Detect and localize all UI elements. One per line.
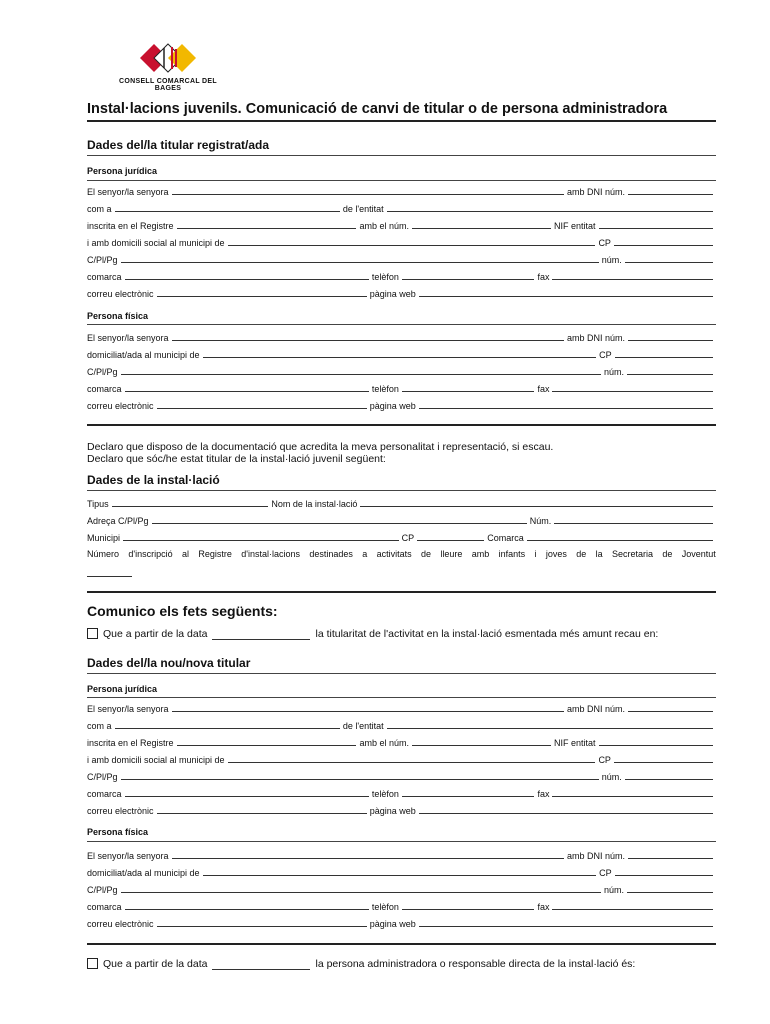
declaration — [87, 441, 716, 465]
field-label: telèfon — [371, 272, 399, 282]
municipality-field[interactable] — [228, 245, 596, 246]
street-number-field[interactable] — [627, 892, 713, 893]
name-field[interactable] — [172, 858, 564, 859]
declaration-line: Declaro que disposo de la documentació que acredita la meva personalitat i representació, si escau. — [87, 441, 554, 453]
word: Número — [87, 549, 120, 559]
registry-number-field[interactable] — [412, 228, 551, 229]
field-label: CP — [599, 868, 612, 878]
form-row — [87, 185, 716, 197]
field-label: CP — [599, 350, 612, 360]
word: infants — [498, 549, 526, 559]
form-row — [87, 787, 716, 799]
form-row — [87, 399, 716, 411]
field-label: Adreça C/Pl/Pg — [87, 516, 149, 526]
field-label: pàgina web — [369, 919, 416, 929]
field-label: de l'entitat — [342, 721, 384, 731]
subheading-legal-person: Persona jurídica — [87, 684, 158, 694]
field-label: CP — [401, 533, 415, 543]
option-label: Que a partir de la data — [103, 628, 208, 640]
subheading-legal-person: Persona jurídica — [87, 166, 158, 176]
municipality-field[interactable] — [123, 540, 399, 541]
field-label: amb DNI núm. — [566, 187, 625, 197]
form-row — [87, 883, 716, 895]
form-row — [87, 702, 716, 714]
field-label: C/Pl/Pg — [87, 367, 118, 377]
fax-field[interactable] — [552, 796, 713, 797]
email-field[interactable] — [157, 408, 367, 409]
field-label: correu electrònic — [87, 806, 154, 816]
field-label: domiciliat/ada al municipi de — [87, 350, 200, 360]
divider — [87, 591, 716, 593]
street-field[interactable] — [121, 892, 601, 893]
logo — [108, 42, 228, 92]
dni-field[interactable] — [628, 858, 713, 859]
field-label: com a — [87, 204, 112, 214]
word: amb — [471, 549, 490, 559]
field-label: fax — [537, 902, 550, 912]
entity-field[interactable] — [387, 211, 713, 212]
field-label: amb DNI núm. — [566, 851, 625, 861]
word: Joventut — [681, 549, 716, 559]
divider — [87, 180, 716, 181]
divider — [87, 673, 716, 674]
field-label: amb el núm. — [359, 221, 409, 231]
street-field[interactable] — [121, 262, 599, 263]
postal-code-field[interactable] — [614, 762, 713, 763]
option-label: la persona administradora o responsable directa de la instal·lació és: — [315, 958, 636, 970]
field-label: pàgina web — [369, 806, 416, 816]
word: lleure — [440, 549, 463, 559]
word: d'inscripció — [128, 549, 173, 559]
form-row — [87, 849, 716, 861]
form-row — [87, 219, 716, 231]
option-label: Que a partir de la data — [103, 958, 208, 970]
field-label: pàgina web — [369, 289, 416, 299]
field-label: correu electrònic — [87, 289, 154, 299]
field-label: pàgina web — [369, 401, 416, 411]
org-name: CONSELL COMARCAL DEL BAGES — [119, 78, 217, 92]
field-label: inscrita en el Registre — [87, 221, 174, 231]
fax-field[interactable] — [552, 279, 713, 280]
form-row — [87, 531, 716, 543]
divider — [87, 155, 716, 156]
field-label: amb DNI núm. — [566, 704, 625, 714]
phone-field[interactable] — [402, 909, 535, 910]
field-label: El senyor/la senyora — [87, 333, 169, 343]
subheading-natural-person: Persona física — [87, 827, 149, 837]
divider — [87, 324, 716, 325]
field-label: inscrita en el Registre — [87, 738, 174, 748]
county-field[interactable] — [125, 391, 369, 392]
field-label: comarca — [87, 902, 122, 912]
field-label: correu electrònic — [87, 919, 154, 929]
form-row — [87, 497, 716, 509]
field-label: amb DNI núm. — [566, 333, 625, 343]
field-label: telèfon — [371, 789, 399, 799]
option-ownership-change — [87, 628, 658, 640]
field-label: El senyor/la senyora — [87, 187, 169, 197]
street-number-field[interactable] — [625, 779, 713, 780]
role-field[interactable] — [115, 211, 340, 212]
field-label: telèfon — [371, 384, 399, 394]
field-label: El senyor/la senyora — [87, 851, 169, 861]
nif-field[interactable] — [599, 745, 713, 746]
county-field[interactable] — [125, 909, 369, 910]
municipality-field[interactable] — [203, 357, 597, 358]
word: activitats — [376, 549, 412, 559]
municipality-field[interactable] — [228, 762, 596, 763]
county-field[interactable] — [125, 279, 369, 280]
dni-field[interactable] — [628, 340, 713, 341]
name-field[interactable] — [172, 711, 564, 712]
form-row — [87, 348, 716, 360]
form-row — [87, 202, 716, 214]
divider — [87, 697, 716, 698]
form-row — [87, 804, 716, 816]
field-label: NIF entitat — [554, 221, 596, 231]
form-row — [87, 270, 716, 282]
field-label: i amb domicili social al municipi de — [87, 238, 225, 248]
divider — [87, 841, 716, 842]
type-field[interactable] — [112, 506, 269, 507]
registry-field[interactable] — [177, 745, 357, 746]
name-field[interactable] — [172, 194, 564, 195]
field-label: C/Pl/Pg — [87, 255, 118, 265]
phone-field[interactable] — [402, 279, 535, 280]
form-row — [87, 253, 716, 265]
street-field[interactable] — [121, 779, 599, 780]
option-administrator-change — [87, 958, 635, 970]
county-field[interactable] — [125, 796, 369, 797]
word: de — [576, 549, 587, 559]
divider — [87, 490, 716, 491]
field-label: amb el núm. — [359, 738, 409, 748]
field-label: fax — [537, 272, 550, 282]
county-field[interactable] — [527, 540, 713, 541]
form-row — [87, 866, 716, 878]
website-field[interactable] — [419, 926, 713, 927]
dni-field[interactable] — [628, 711, 713, 712]
page-title: Instal·lacions juvenils. Comunicació de canvi de titular o de persona administradora — [87, 101, 668, 117]
field-label: Municipi — [87, 533, 121, 543]
field-label: NIF entitat — [554, 738, 596, 748]
name-field[interactable] — [172, 340, 564, 341]
field-label: Tipus — [87, 499, 109, 509]
registry-field[interactable] — [177, 228, 357, 229]
ownership-change-checkbox[interactable] — [87, 628, 98, 639]
field-label: fax — [537, 384, 550, 394]
field-label: correu electrònic — [87, 401, 154, 411]
email-field[interactable] — [157, 813, 367, 814]
field-label: Comarca — [487, 533, 524, 543]
administrator-change-checkbox[interactable] — [87, 958, 98, 969]
coat-of-arms-icon — [140, 42, 196, 76]
field-label: núm. — [601, 772, 622, 782]
divider — [87, 424, 716, 426]
field-label: núm. — [601, 255, 622, 265]
street-field[interactable] — [121, 374, 601, 375]
field-label: de l'entitat — [342, 204, 384, 214]
postal-code-field[interactable] — [417, 540, 484, 541]
dni-field[interactable] — [628, 194, 713, 195]
role-field[interactable] — [115, 728, 340, 729]
field-label: i amb domicili social al municipi de — [87, 755, 225, 765]
word: destinades — [309, 549, 353, 559]
divider — [87, 943, 716, 945]
form-row — [87, 287, 716, 299]
field-label: Núm. — [529, 516, 552, 526]
phone-field[interactable] — [402, 796, 535, 797]
field-label: comarca — [87, 272, 122, 282]
word: joves — [545, 549, 567, 559]
website-field[interactable] — [419, 296, 713, 297]
street-number-field[interactable] — [627, 374, 713, 375]
registry-number-field[interactable] — [412, 745, 551, 746]
field-label: fax — [537, 789, 550, 799]
option-label: la titularitat de l'activitat en la instal·lació esmentada més amunt recau en: — [315, 628, 659, 640]
word: de — [662, 549, 673, 559]
form-row — [87, 365, 716, 377]
form-row — [87, 753, 716, 765]
form-row — [87, 770, 716, 782]
registry-number-label — [87, 549, 716, 559]
fax-field[interactable] — [552, 391, 713, 392]
declaration-line: Declaro que sóc/he estat titular de la instal·lació juvenil següent: — [87, 453, 386, 465]
installation-name-field[interactable] — [360, 506, 713, 507]
form-row — [87, 719, 716, 731]
word: i — [534, 549, 537, 559]
registry-number-field[interactable] — [87, 568, 132, 577]
field-label: CP — [598, 238, 611, 248]
field-label: C/Pl/Pg — [87, 772, 118, 782]
entity-field[interactable] — [387, 728, 713, 729]
section-heading-installation: Dades de la instal·lació — [87, 473, 220, 487]
field-label: núm. — [603, 885, 624, 895]
word: a — [362, 549, 368, 559]
website-field[interactable] — [419, 813, 713, 814]
section-heading-registered-holder: Dades del/la titular registrat/ada — [87, 138, 270, 152]
field-label: domiciliat/ada al municipi de — [87, 868, 200, 878]
divider — [87, 120, 716, 122]
word: Secretaria — [612, 549, 654, 559]
fax-field[interactable] — [552, 909, 713, 910]
date-field[interactable] — [212, 631, 310, 640]
postal-code-field[interactable] — [615, 357, 713, 358]
field-label: núm. — [603, 367, 624, 377]
section-heading-new-holder: Dades del/la nou/nova titular — [87, 656, 251, 670]
word: d'instal·lacions — [241, 549, 300, 559]
form-row — [87, 736, 716, 748]
municipality-field[interactable] — [203, 875, 597, 876]
website-field[interactable] — [419, 408, 713, 409]
field-label: El senyor/la senyora — [87, 704, 169, 714]
word: Registre — [198, 549, 232, 559]
field-label: telèfon — [371, 902, 399, 912]
form-row — [87, 331, 716, 343]
form-row — [87, 382, 716, 394]
email-field[interactable] — [157, 926, 367, 927]
field-label: com a — [87, 721, 112, 731]
form-row — [87, 236, 716, 248]
phone-field[interactable] — [402, 391, 535, 392]
nif-field[interactable] — [599, 228, 713, 229]
section-heading-facts: Comunico els fets següents: — [87, 603, 278, 619]
form-row — [87, 900, 716, 912]
word: de — [421, 549, 432, 559]
postal-code-field[interactable] — [614, 245, 713, 246]
subheading-natural-person: Persona física — [87, 311, 149, 321]
form-row — [87, 514, 716, 526]
word: al — [181, 549, 189, 559]
field-label: comarca — [87, 384, 122, 394]
form-row — [87, 917, 716, 929]
field-label: comarca — [87, 789, 122, 799]
date-field[interactable] — [212, 961, 310, 970]
field-label: Nom de la instal·lació — [271, 499, 358, 509]
address-field[interactable] — [152, 523, 527, 524]
field-label: CP — [598, 755, 611, 765]
field-label: C/Pl/Pg — [87, 885, 118, 895]
street-number-field[interactable] — [625, 262, 713, 263]
street-number-field[interactable] — [554, 523, 713, 524]
postal-code-field[interactable] — [615, 875, 713, 876]
word: la — [595, 549, 603, 559]
email-field[interactable] — [157, 296, 367, 297]
